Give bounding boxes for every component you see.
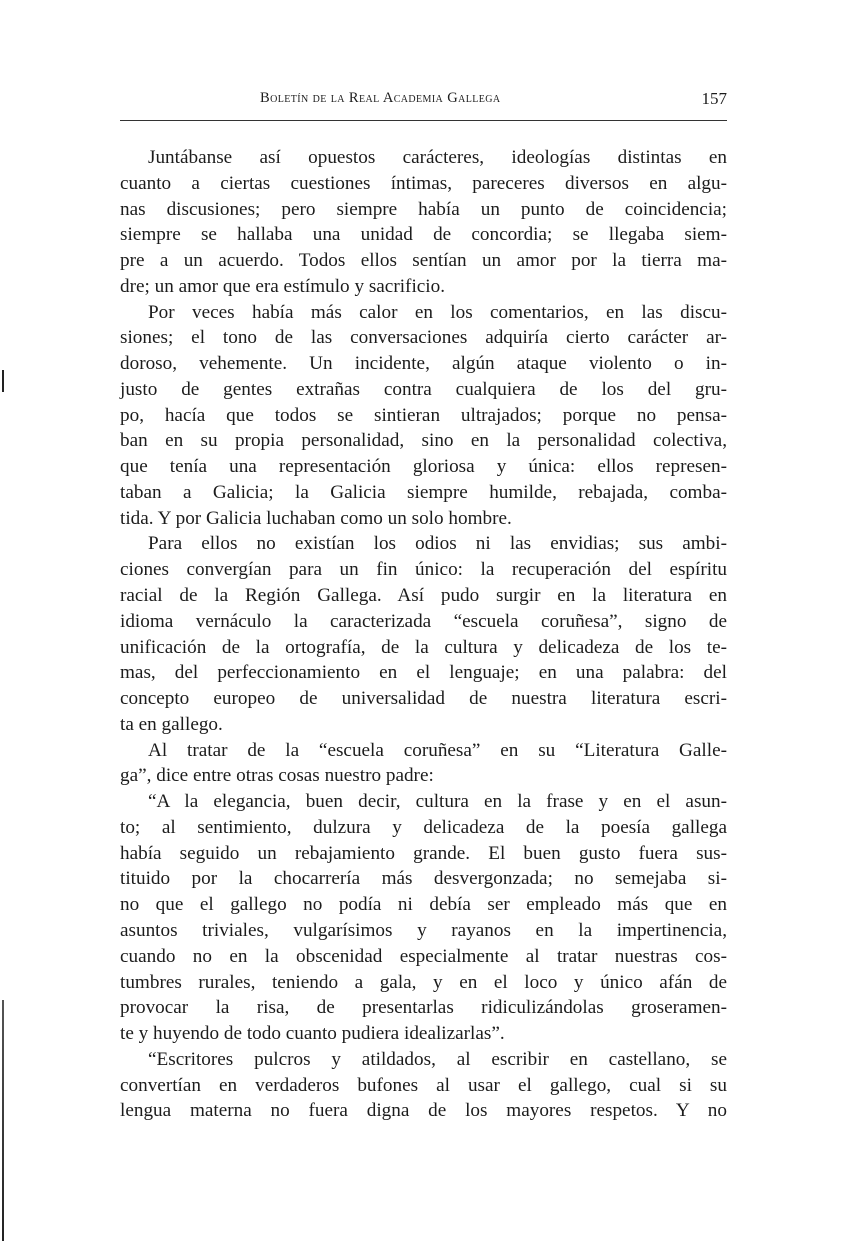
text-line: justo de gentes extrañas contra cualquiera de los del gru- [120,378,727,400]
paragraph [120,738,727,790]
text-line: ga”, dice entre otras cosas nuestro padre: [120,765,434,787]
paragraph [120,789,727,1047]
text-line: Para ellos no existían los odios ni las envidias; sus ambi- [148,533,727,555]
page-number: 157 [701,89,727,108]
scan-binding-edge [2,1000,4,1241]
text-line: nas discusiones; pero siempre había un punto de coincidencia; [120,198,727,220]
text-line: Juntábanse así opuestos carácteres, ideologías distintas en [148,147,727,168]
header-rule [120,120,727,121]
text-line: lengua materna no fuera digna de los mayores respetos. Y no [120,1100,727,1122]
text-line: no que el gallego no podía ni debía ser empleado más que en [120,894,727,916]
text-line: mas, del perfeccionamiento en el lenguaje; en una palabra: del [120,662,727,684]
text-line: “Escritores pulcros y atildados, al escribir en castellano, se [148,1048,727,1070]
text-line: que tenía una representación gloriosa y única: ellos represen- [120,456,727,478]
text-line: siones; el tono de las conversaciones adquiría cierto carácter ar- [120,327,727,349]
text-line: to; al sentimiento, dulzura y delicadeza de la poesía gallega [120,816,727,838]
running-title: Boletín de la Real Academia Gallega [260,90,501,106]
text-line: idioma vernáculo la caracterizada “escuela coruñesa”, signo de [120,610,727,632]
paragraph [120,145,727,300]
paragraph [120,1047,727,1124]
text-line: asuntos triviales, vulgarísimos y rayanos en la impertinencia, [120,919,727,941]
text-line: “A la elegancia, buen decir, cultura en la frase y en el asun- [148,791,727,813]
text-line: tituido por la chocarrería más desvergonzada; no semejaba si- [120,868,727,890]
text-line: po, hacía que todos se sintieran ultrajados; porque no pensa- [120,404,727,426]
text-line: dre; un amor que era estímulo y sacrificio. [120,275,446,297]
text-line: siempre se hallaba una unidad de concordia; se llegaba siem- [120,224,727,246]
text-line: concepto europeo de universalidad de nuestra literatura escri- [120,688,727,710]
paragraph [120,300,727,532]
text-line: Al tratar de la “escuela coruñesa” en su “Literatura Galle- [148,739,727,761]
text-line: provocar la risa, de presentarlas ridiculizándolas groseramen- [120,997,727,1019]
text-line: tida. Y por Galicia luchaban como un solo hombre. [120,507,512,529]
text-line: cuanto a ciertas cuestiones íntimas, pareceres diversos en algu- [120,172,727,194]
text-line: racial de la Región Gallega. Así pudo surgir en la literatura en [120,585,727,607]
text-line: pre a un acuerdo. Todos ellos sentían un amor por la tierra ma- [120,250,727,272]
text-line: Por veces había más calor en los comentarios, en las discu- [148,301,727,323]
text-line: te y huyendo de todo cuanto pudiera idealizarlas”. [120,1023,505,1045]
text-line: ciones convergían para un fin único: la recuperación del espíritu [120,559,727,581]
body-text [120,145,727,1124]
text-line: ta en gallego. [120,713,223,735]
scan-margin-mark [2,370,4,392]
text-line: tumbres rurales, teniendo a gala, y en el loco y único afán de [120,971,727,993]
text-line: unificación de la ortografía, de la cultura y delicadeza de los te- [120,636,727,658]
text-line: doroso, vehemente. Un incidente, algún ataque violento o in- [120,353,727,375]
text-line: cuando no en la obscenidad especialmente al tratar nuestras cos- [120,945,727,967]
text-line: había seguido un rebajamiento grande. El buen gusto fuera sus- [120,842,727,864]
text-line: convertían en verdaderos bufones al usar el gallego, cual si su [120,1074,727,1096]
text-line: ban en su propia personalidad, sino en la personalidad colectiva, [120,430,727,452]
text-line: taban a Galicia; la Galicia siempre humilde, rebajada, comba- [120,481,727,503]
paragraph [120,531,727,737]
running-header [120,90,727,112]
